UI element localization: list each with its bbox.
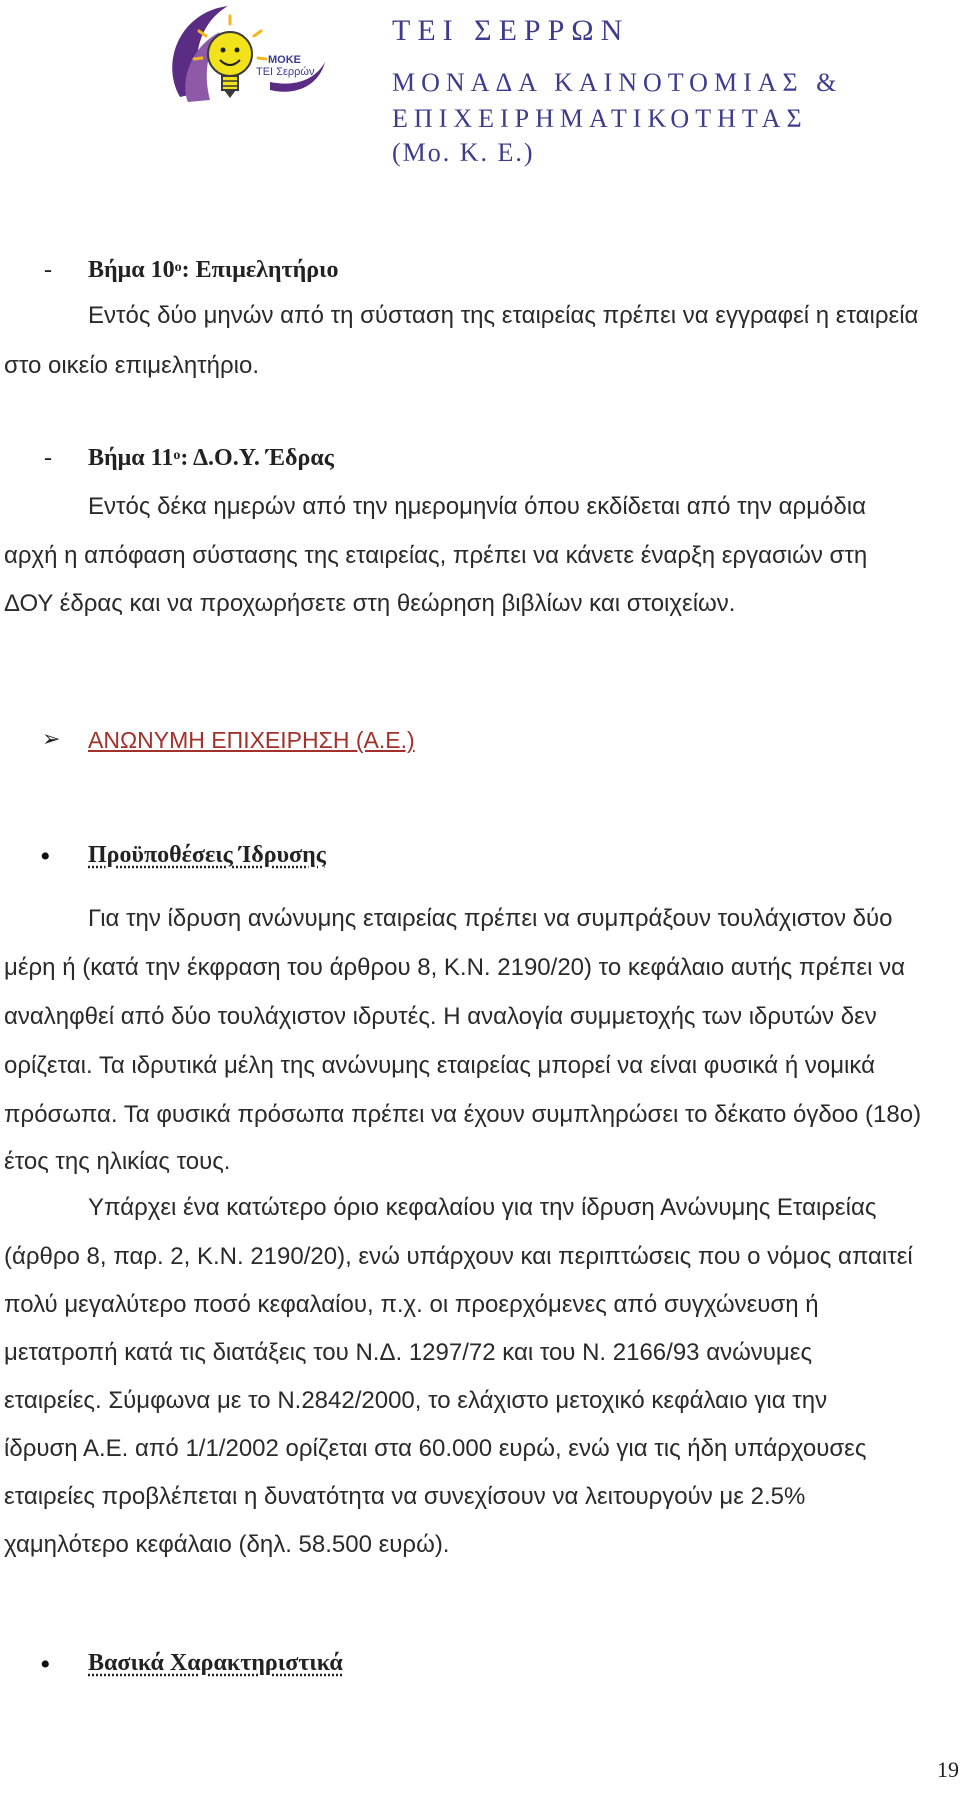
step11-title-post: : Δ.Ο.Υ. Έδρας [180,445,334,471]
prereq-p2-line4: μετατροπή κατά τις διατάξεις του Ν.Δ. 1297/72 και του Ν. 2166/93 ανώνυμες [4,1339,813,1366]
page-number: 19 [937,1757,959,1782]
prereq-p2-line8: χαμηλότερο κεφάλαιο (δηλ. 58.500 ευρώ). [4,1531,450,1558]
step11-title-pre: Βήμα 11 [88,445,174,471]
step10-dash: - [44,257,52,283]
logo-label-tei: ΤΕΙ Σερρών [256,66,315,78]
logo-label-moke: ΜΟΚΕ [268,54,301,66]
moke-logo [150,2,362,120]
arrow-bullet-icon: ➢ [42,726,61,751]
step11-dash: - [44,445,52,471]
step10-text-line1: Εντός δύο μηνών από τη σύσταση της εταιρείας πρέπει να εγγραφεί η εταιρεία [88,302,919,329]
prereq-p1-line4: ορίζεται. Τα ιδρυτικά μέλη της ανώνυμης εταιρείας μπορεί να είναι φυσικά ή νομικά [4,1052,875,1079]
step11-title [88,443,334,473]
prereq-p2-line5: εταιρείες. Σύμφωνα με το Ν.2842/2000, το ελάχιστο μετοχικό κεφάλαιο για την [4,1387,828,1414]
header-unit-abbr: (Μο. Κ. Ε.) [392,138,535,167]
header-unit-line2: ΕΠΙΧΕΙΡΗΜΑΤΙΚΟΤΗΤΑΣ [392,104,808,133]
step11-text-line2: αρχή η απόφαση σύστασης της εταιρείας, πρέπει να κάνετε έναρξη εργασιών στη [4,542,868,569]
prereq-p1-line6: έτος της ηλικίας τους. [4,1148,231,1175]
header-unit-line1: ΜΟΝΑΔΑ ΚΑΙΝΟΤΟΜΙΑΣ & [392,68,843,97]
prereq-p1-line1: Για την ίδρυση ανώνυμης εταιρείας πρέπει να συμπράξουν τουλάχιστον δύο [88,905,893,932]
prereq-p2-line3: πολύ μεγαλύτερο ποσό κεφαλαίου, π.χ. οι προερχόμενες από συγχώνευση ή [4,1291,819,1318]
prereq-p2-line1: Υπάρχει ένα κατώτερο όριο κεφαλαίου για την ίδρυση Ανώνυμης Εταιρείας [88,1194,877,1221]
prereq-p2-line2: (άρθρο 8, παρ. 2, Κ.Ν. 2190/20), ενώ υπάρχουν και περιπτώσεις που ο νόμος απαιτεί [4,1243,913,1270]
prerequisites-title: Προϋποθέσεις Ίδρυσης [88,842,326,868]
prereq-p1-line2: μέρη ή (κατά την έκφραση του άρθρου 8, Κ.Ν. 2190/20) το κεφάλαιο αυτής πρέπει να [4,954,905,981]
step10-text-line2: στο οικείο επιμελητήριο. [4,352,259,379]
step11-text-line3: ΔΟΥ έδρας και να προχωρήσετε στη θεώρηση βιβλίων και στοιχείων. [4,590,736,617]
step10-title-post: : Επιμελητήριο [181,257,339,283]
prereq-p2-line6: ίδρυση Α.Ε. από 1/1/2002 ορίζεται στα 60.000 ευρώ, ενώ για τις ήδη υπάρχουσες [4,1435,867,1462]
bullet-icon: • [40,840,51,873]
bullet-icon: • [40,1648,51,1681]
step10-title [88,255,338,285]
characteristics-title: Βασικά Χαρακτηριστικά [88,1650,343,1676]
prereq-p2-line7: εταιρείες προβλέπεται η δυνατότητα να συνεχίσουν να λειτουργούν με 2.5% [4,1483,806,1510]
step11-text-line1: Εντός δέκα ημερών από την ημερομηνία όπου εκδίδεται από την αρμόδια [88,493,866,520]
prereq-p1-line5: πρόσωπα. Τα φυσικά πρόσωπα πρέπει να έχουν συμπληρώσει το δέκατο όγδοο (18ο) [4,1101,922,1128]
step10-title-sup: ο [174,260,182,275]
header-title: ΤΕΙ ΣΕΡΡΩΝ [392,14,630,47]
section-title: ΑΝΩΝΥΜΗ ΕΠΙΧΕΙΡΗΣΗ (Α.Ε.) [88,727,415,753]
lightbulb-logo-icon [150,2,362,120]
prereq-p1-line3: αναληφθεί από δύο τουλάχιστον ιδρυτές. Η αναλογία συμμετοχής των ιδρυτών δεν [4,1003,877,1030]
step10-title-pre: Βήμα 10 [88,257,175,283]
step11-title-sup: ο [173,448,181,463]
